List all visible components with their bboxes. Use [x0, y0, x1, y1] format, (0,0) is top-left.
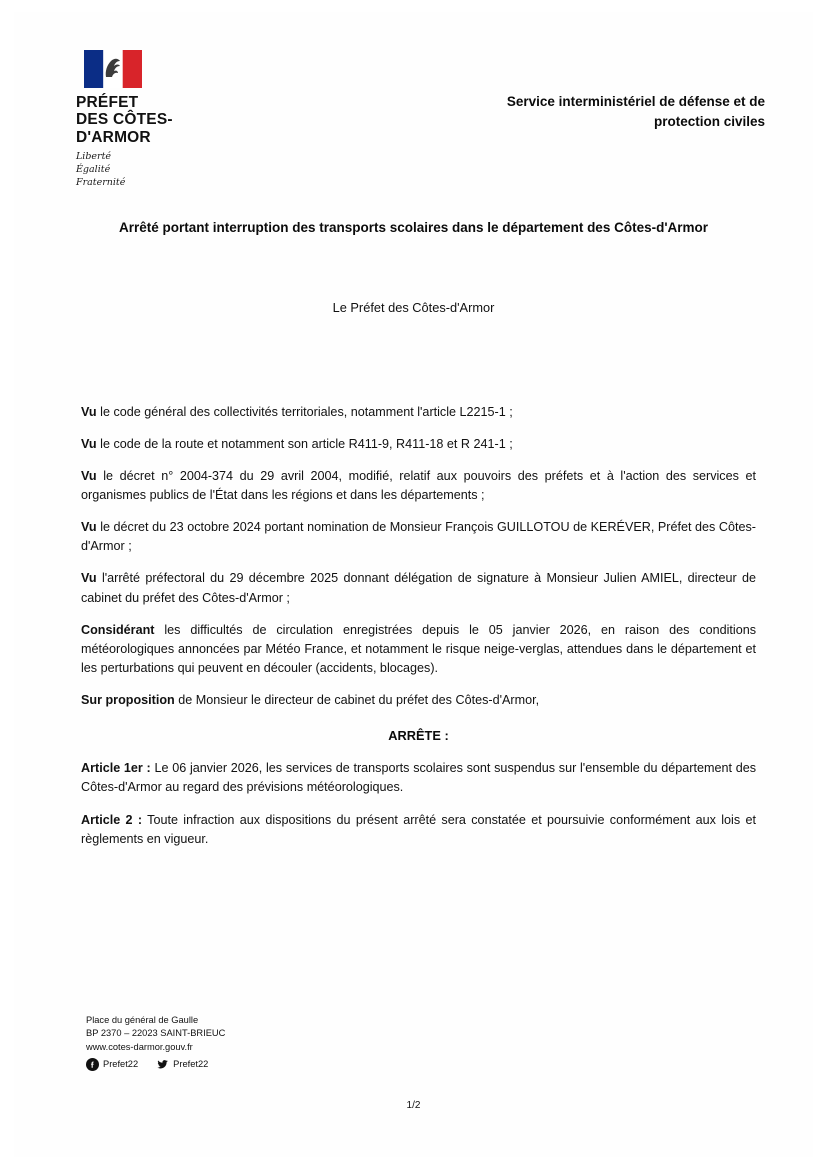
- recital-lead: Sur proposition: [81, 693, 175, 708]
- page-number: 1/2: [406, 1100, 421, 1111]
- article-text: Toute infraction aux dispositions du présent arrêté sera constatée et poursuivie conformément aux lois et règlements en vigueur.: [81, 812, 756, 846]
- recital-paragraph: [81, 435, 756, 454]
- twitter-handle: Prefet22: [173, 1058, 209, 1069]
- recital-paragraph: [81, 621, 756, 678]
- motto-line1: Liberté: [76, 151, 112, 163]
- document-subtitle: Le Préfet des Côtes-d'Armor: [332, 300, 495, 315]
- document-body: [81, 390, 756, 862]
- recital-lead: Vu: [81, 404, 97, 419]
- recital-paragraph: [81, 518, 756, 556]
- recital-text: le décret n° 2004-374 du 29 avril 2004, modifié, relatif aux pouvoirs des préfets et à l'action des services et organismes publics de l'État dans les régions et dans les départements ;: [81, 468, 756, 503]
- footer-socials: [86, 1058, 225, 1071]
- article-paragraph: [81, 759, 756, 797]
- prefecture-title-line3: D'ARMOR: [76, 128, 151, 146]
- recital-lead: Vu: [81, 436, 97, 451]
- recital-paragraph: [81, 569, 756, 607]
- recital-text: le code de la route et notamment son article R411-9, R411-18 et R 241-1 ;: [96, 436, 513, 451]
- article-text: Le 06 janvier 2026, les services de transports scolaires sont suspendus sur l'ensemble du département des Côtes-d'Armor au regard des prévisions météorologiques.: [81, 761, 757, 795]
- twitter-link[interactable]: [156, 1058, 208, 1071]
- page-sheet: [14, 12, 813, 1157]
- recital-lead: Vu: [81, 468, 97, 483]
- facebook-handle: Prefet22: [103, 1058, 139, 1069]
- prefecture-logo-block: [76, 50, 286, 190]
- recital-paragraph: [81, 403, 756, 422]
- recital-text: le code général des collectivités territoriales, notamment l'article L2215-1 ;: [96, 404, 513, 419]
- motto-line2: Égalité: [76, 163, 111, 175]
- footer-website[interactable]: www.cotes-darmor.gouv.fr: [86, 1041, 193, 1052]
- footer-address-line2: BP 2370 – 22023 SAINT-BRIEUC: [86, 1028, 226, 1039]
- recital-lead: Considérant: [81, 622, 155, 637]
- recital-text: le décret du 23 octobre 2024 portant nomination de Monsieur François GUILLOTOU de KERÉVER, Préfet des Côtes-d'Armor ;: [81, 520, 756, 554]
- article-lead: Article 2 :: [81, 812, 143, 827]
- page-title: Arrêté portant interruption des transports scolaires dans le département des Côtes-d'Armor: [118, 220, 709, 235]
- motto-line3: Fraternité: [76, 176, 126, 188]
- recital-text: de Monsieur le directeur de cabinet du préfet des Côtes-d'Armor,: [174, 693, 540, 708]
- issuing-service: Service interministériel de défense et de protection civiles: [506, 94, 765, 130]
- recital-text: les difficultés de circulation enregistrées depuis le 05 janvier 2026, en raison des conditions météorologiques annoncées par Météo France, et notamment le risque neige-verglas, attendues dans le département et les perturbations qui peuvent en découler (accidents, blocages).: [81, 622, 756, 675]
- facebook-link[interactable]: [86, 1058, 138, 1071]
- facebook-icon: [86, 1058, 99, 1071]
- recital-text: l'arrêté préfectoral du 29 décembre 2025 donnant délégation de signature à Monsieur Julien AMIEL, directeur de cabinet du préfet des Côtes-d'Armor ;: [81, 571, 756, 605]
- recital-paragraph: [81, 467, 756, 505]
- french-flag-marianne-icon: [84, 50, 142, 88]
- document-footer: [86, 1014, 225, 1071]
- twitter-icon: [156, 1058, 169, 1071]
- recital-lead: Vu: [81, 520, 97, 535]
- prefecture-title-line2: DES CÔTES-: [76, 111, 173, 129]
- footer-address-line1: Place du général de Gaulle: [86, 1015, 199, 1026]
- recital-paragraph: [81, 691, 756, 710]
- prefecture-title-line1: PRÉFET: [76, 94, 139, 111]
- document-header: [14, 12, 813, 192]
- republic-motto: [76, 151, 286, 189]
- recital-lead: Vu: [81, 571, 97, 586]
- article-paragraph: [81, 811, 756, 849]
- article-lead: Article 1er :: [81, 761, 151, 776]
- prefecture-title: [76, 94, 286, 146]
- decision-heading: ARRÊTE :: [388, 728, 449, 744]
